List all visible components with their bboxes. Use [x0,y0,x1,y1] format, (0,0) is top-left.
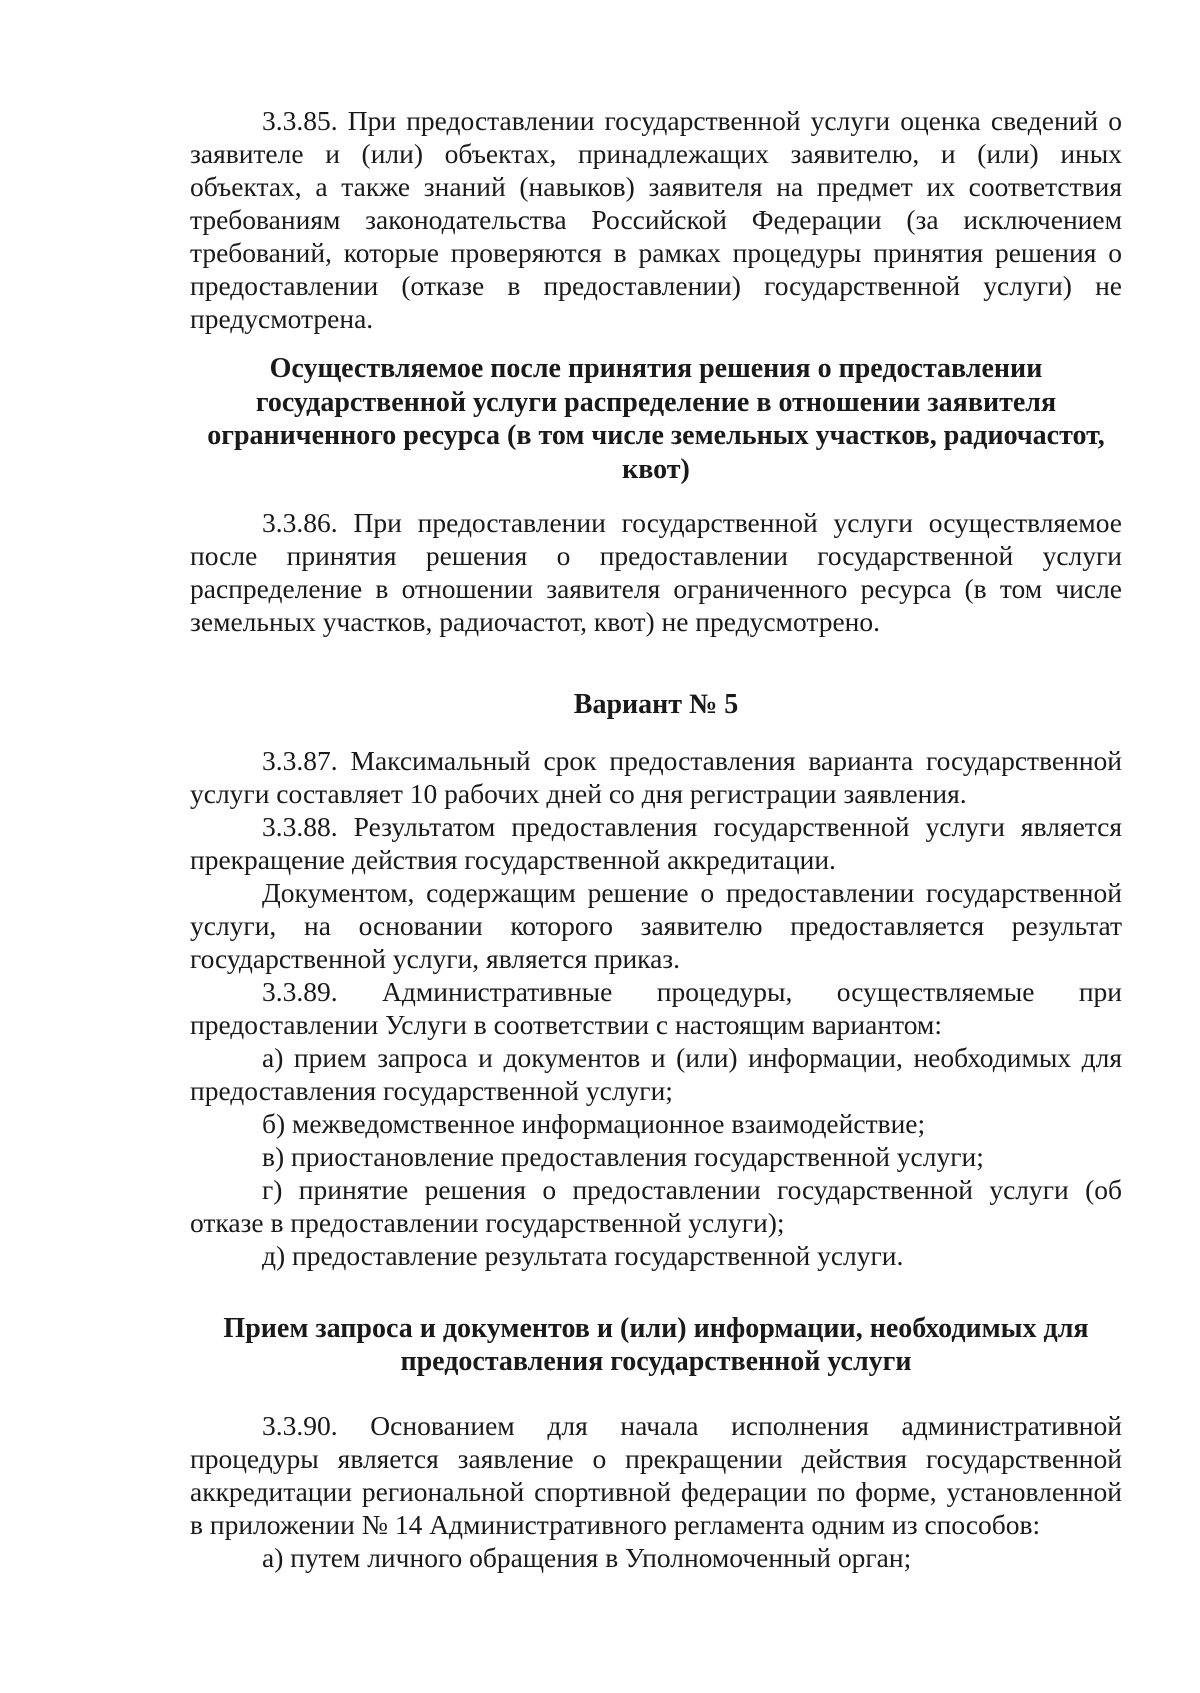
paragraph-document-decision: Документом, содержащим решение о предоставлении государственной услуги, на основании которого заявителю предоставляется результат государственной услуги, является приказ. [190,876,1122,974]
document-page [190,104,1122,1574]
list-item-procedure-b: б) межведомственное информационное взаимодействие; [262,1107,926,1139]
list-item-procedure-a: а) прием запроса и документов и (или) информации, необходимых для предоставления государственной услуги; [190,1041,1122,1106]
list-item-method-a: а) путем личного обращения в Уполномоченный орган; [262,1541,912,1573]
paragraph-3-3-85: 3.3.85. При предоставлении государственной услуги оценка сведений о заявителе и (или) объектах, принадлежащих заявителю, и (или) иных объектах, а также знаний (навыков) заявителя на предмет их соответствия требованиям законодательства Российской Федерации (за исключением требований, которые проверяются в рамках процедуры принятия решения о предоставлении (отказе в предоставлении) государственной услуги) не предусмотрена. [190,105,1122,334]
paragraph-3-3-89: 3.3.89. Административные процедуры, осуществляемые при предоставлении Услуги в соответствии с настоящим вариантом: [190,975,1122,1040]
list-item-procedure-d: д) предоставление результата государственной услуги. [262,1239,904,1271]
section-heading-variant-5: Вариант № 5 [573,689,739,720]
paragraph-3-3-87: 3.3.87. Максимальный срок предоставления варианта государственной услуги составляет 10 рабочих дней со дня регистрации заявления. [190,744,1122,809]
section-heading-resource-distribution: Осуществляемое после принятия решения о предоставлении государственной услуги распределение в отношении заявителя ограниченного ресурса (в том числе земельных участков, радиочастот, квот) [207,353,1105,485]
list-item-procedure-v: в) приостановление предоставления государственной услуги; [262,1140,984,1172]
section-heading-request-reception: Прием запроса и документов и (или) информации, необходимых для предоставления государственной услуги [223,1312,1089,1377]
paragraph-3-3-88: 3.3.88. Результатом предоставления государственной услуги является прекращение действия государственной аккредитации. [190,810,1122,875]
paragraph-3-3-90: 3.3.90. Основанием для начала исполнения административной процедуры является заявление о прекращении действия государственной аккредитации региональной спортивной федерации по форме, установленной в приложении № 14 Административного регламента одним из способов: [190,1409,1122,1540]
list-item-procedure-g: г) принятие решения о предоставлении государственной услуги (об отказе в предоставлении государственной услуги); [190,1173,1122,1238]
paragraph-3-3-86: 3.3.86. При предоставлении государственной услуги осуществляемое после принятия решения о предоставлении государственной услуги распределение в отношении заявителя ограниченного ресурса (в том числе земельных участков, радиочастот, квот) не предусмотрено. [190,507,1122,637]
